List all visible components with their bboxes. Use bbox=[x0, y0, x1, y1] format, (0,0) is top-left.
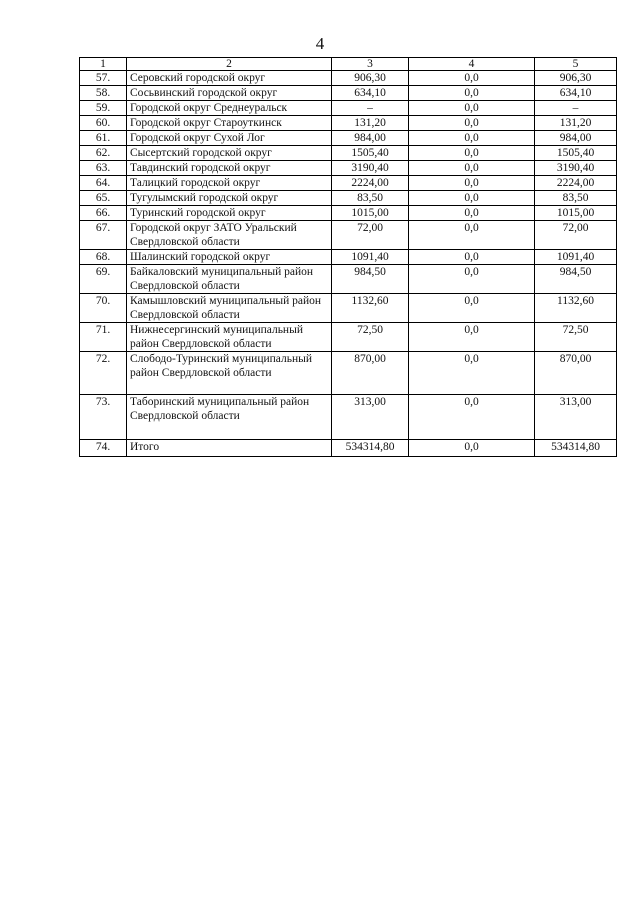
column-header: 2 bbox=[127, 58, 332, 71]
table-header-row bbox=[80, 58, 617, 71]
row-number: 63. bbox=[80, 161, 127, 176]
municipality-name: Нижнесергинский муниципальный район Свердловской области bbox=[127, 323, 332, 352]
column-5-value: 870,00 bbox=[535, 352, 617, 395]
table-row bbox=[80, 131, 617, 146]
column-header: 1 bbox=[80, 58, 127, 71]
municipality-name: Тавдинский городской округ bbox=[127, 161, 332, 176]
column-4-value: 0,0 bbox=[409, 191, 535, 206]
column-4-value: 0,0 bbox=[409, 265, 535, 294]
column-3-value: 72,50 bbox=[332, 323, 409, 352]
column-4-value: 0,0 bbox=[409, 71, 535, 86]
column-3-value: 3190,40 bbox=[332, 161, 409, 176]
column-3-value: – bbox=[332, 101, 409, 116]
row-number: 60. bbox=[80, 116, 127, 131]
column-5-value: 313,00 bbox=[535, 395, 617, 440]
column-5-value: 1015,00 bbox=[535, 206, 617, 221]
column-5-value: 131,20 bbox=[535, 116, 617, 131]
column-4-value: 0,0 bbox=[409, 146, 535, 161]
column-3-value: 313,00 bbox=[332, 395, 409, 440]
municipality-name: Шалинский городской округ bbox=[127, 250, 332, 265]
municipality-name: Городской округ ЗАТО Уральский Свердловской области bbox=[127, 221, 332, 250]
column-4-value: 0,0 bbox=[409, 294, 535, 323]
column-4-value: 0,0 bbox=[409, 101, 535, 116]
table-row bbox=[80, 250, 617, 265]
row-number: 70. bbox=[80, 294, 127, 323]
column-3-value: 83,50 bbox=[332, 191, 409, 206]
municipality-name: Байкаловский муниципальный район Свердловской области bbox=[127, 265, 332, 294]
total-column-4: 0,0 bbox=[409, 440, 535, 457]
table-row bbox=[80, 101, 617, 116]
column-5-value: 1132,60 bbox=[535, 294, 617, 323]
row-number: 72. bbox=[80, 352, 127, 395]
total-row-number: 74. bbox=[80, 440, 127, 457]
column-3-value: 634,10 bbox=[332, 86, 409, 101]
column-4-value: 0,0 bbox=[409, 86, 535, 101]
municipality-name: Туринский городской округ bbox=[127, 206, 332, 221]
column-3-value: 1091,40 bbox=[332, 250, 409, 265]
column-5-value: 634,10 bbox=[535, 86, 617, 101]
column-5-value: 984,00 bbox=[535, 131, 617, 146]
table-row bbox=[80, 71, 617, 86]
column-4-value: 0,0 bbox=[409, 116, 535, 131]
column-4-value: 0,0 bbox=[409, 352, 535, 395]
row-number: 66. bbox=[80, 206, 127, 221]
column-header: 3 bbox=[332, 58, 409, 71]
table-row bbox=[80, 176, 617, 191]
municipality-name: Слободо-Туринский муниципальный район Свердловской области bbox=[127, 352, 332, 395]
column-header: 5 bbox=[535, 58, 617, 71]
table-row bbox=[80, 116, 617, 131]
column-header: 4 bbox=[409, 58, 535, 71]
table-row bbox=[80, 191, 617, 206]
column-4-value: 0,0 bbox=[409, 161, 535, 176]
column-3-value: 870,00 bbox=[332, 352, 409, 395]
column-5-value: – bbox=[535, 101, 617, 116]
municipality-name: Городской округ Староуткинск bbox=[127, 116, 332, 131]
column-3-value: 2224,00 bbox=[332, 176, 409, 191]
row-number: 59. bbox=[80, 101, 127, 116]
column-3-value: 1505,40 bbox=[332, 146, 409, 161]
column-3-value: 984,00 bbox=[332, 131, 409, 146]
column-3-value: 906,30 bbox=[332, 71, 409, 86]
column-4-value: 0,0 bbox=[409, 395, 535, 440]
column-5-value: 984,50 bbox=[535, 265, 617, 294]
municipality-name: Тугулымский городской округ bbox=[127, 191, 332, 206]
column-5-value: 72,50 bbox=[535, 323, 617, 352]
column-5-value: 1091,40 bbox=[535, 250, 617, 265]
municipality-name: Таборинский муниципальный район Свердловской области bbox=[127, 395, 332, 440]
row-number: 68. bbox=[80, 250, 127, 265]
table-row bbox=[80, 146, 617, 161]
row-number: 58. bbox=[80, 86, 127, 101]
row-number: 62. bbox=[80, 146, 127, 161]
column-5-value: 1505,40 bbox=[535, 146, 617, 161]
column-5-value: 906,30 bbox=[535, 71, 617, 86]
total-column-3: 534314,80 bbox=[332, 440, 409, 457]
column-4-value: 0,0 bbox=[409, 206, 535, 221]
column-4-value: 0,0 bbox=[409, 323, 535, 352]
row-number: 57. bbox=[80, 71, 127, 86]
municipality-name: Сысертский городской округ bbox=[127, 146, 332, 161]
municipality-name: Городской округ Сухой Лог bbox=[127, 131, 332, 146]
row-number: 67. bbox=[80, 221, 127, 250]
table-row bbox=[80, 221, 617, 250]
table-row bbox=[80, 323, 617, 352]
table-row bbox=[80, 395, 617, 440]
total-column-5: 534314,80 bbox=[535, 440, 617, 457]
allocation-table bbox=[79, 57, 617, 457]
row-number: 69. bbox=[80, 265, 127, 294]
row-number: 61. bbox=[80, 131, 127, 146]
row-number: 73. bbox=[80, 395, 127, 440]
column-3-value: 131,20 bbox=[332, 116, 409, 131]
table-body bbox=[80, 71, 617, 457]
column-3-value: 1132,60 bbox=[332, 294, 409, 323]
row-number: 71. bbox=[80, 323, 127, 352]
column-4-value: 0,0 bbox=[409, 131, 535, 146]
total-row bbox=[80, 440, 617, 457]
table-row bbox=[80, 294, 617, 323]
total-label: Итого bbox=[127, 440, 332, 457]
row-number: 64. bbox=[80, 176, 127, 191]
column-4-value: 0,0 bbox=[409, 176, 535, 191]
table-row bbox=[80, 161, 617, 176]
table-row bbox=[80, 352, 617, 395]
row-number: 65. bbox=[80, 191, 127, 206]
column-3-value: 984,50 bbox=[332, 265, 409, 294]
column-5-value: 3190,40 bbox=[535, 161, 617, 176]
table-row bbox=[80, 86, 617, 101]
municipality-name: Серовский городской округ bbox=[127, 71, 332, 86]
column-3-value: 72,00 bbox=[332, 221, 409, 250]
table-row bbox=[80, 206, 617, 221]
municipality-name: Талицкий городской округ bbox=[127, 176, 332, 191]
municipality-name: Сосьвинский городской округ bbox=[127, 86, 332, 101]
table-row bbox=[80, 265, 617, 294]
municipality-name: Камышловский муниципальный район Свердловской области bbox=[127, 294, 332, 323]
column-5-value: 2224,00 bbox=[535, 176, 617, 191]
column-4-value: 0,0 bbox=[409, 221, 535, 250]
column-5-value: 72,00 bbox=[535, 221, 617, 250]
column-5-value: 83,50 bbox=[535, 191, 617, 206]
municipality-name: Городской округ Среднеуральск bbox=[127, 101, 332, 116]
column-4-value: 0,0 bbox=[409, 250, 535, 265]
page-number: 4 bbox=[315, 34, 325, 53]
column-3-value: 1015,00 bbox=[332, 206, 409, 221]
